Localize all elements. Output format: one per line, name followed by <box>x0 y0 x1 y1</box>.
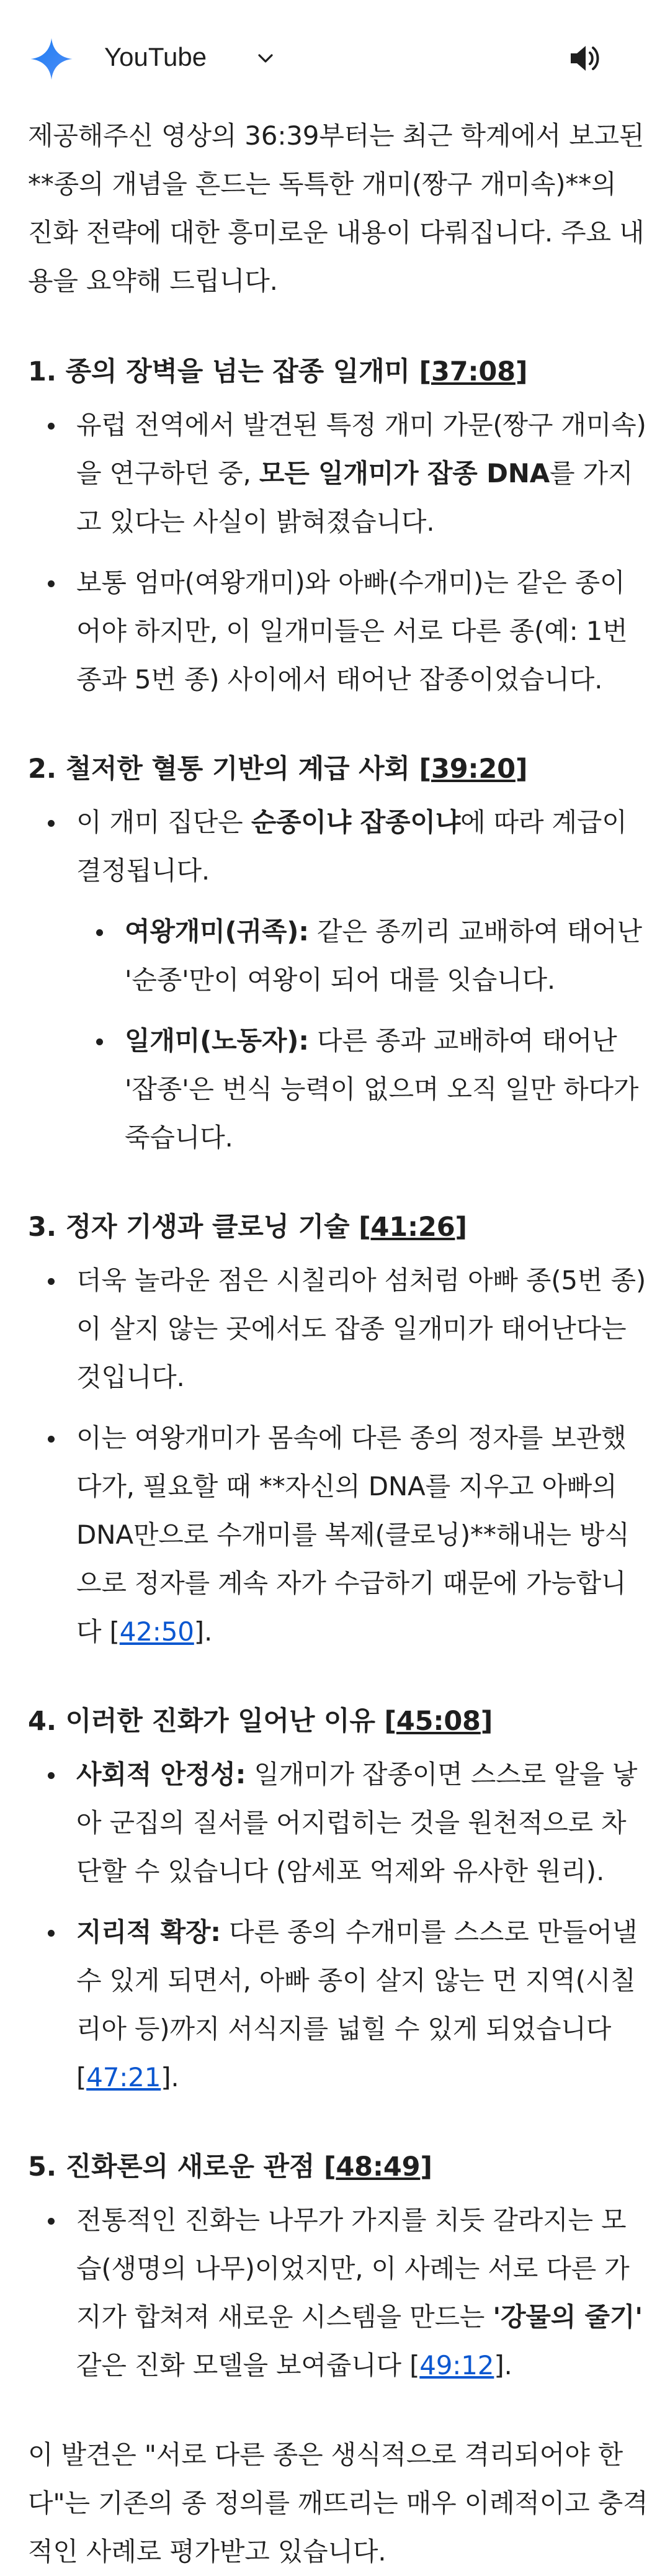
list-item <box>28 1256 648 1402</box>
app-selector-label[interactable]: YouTube <box>104 42 207 71</box>
bracket: ] <box>480 1706 493 1737</box>
closing-paragraph: 이 발견은 "서로 다른 종은 생식적으로 격리되어야 한다"는 기존의 종 정의를 깨뜨리는 매우 이례적이고 충격적인 사례로 평가받고 있습니다. <box>28 2439 648 2567</box>
section-heading-5 <box>28 2143 648 2191</box>
section-title: 2. 철저한 혈통 기반의 계급 사회 [ <box>28 754 431 785</box>
bracket: ] <box>455 1212 467 1243</box>
speaker-icon[interactable] <box>565 38 604 78</box>
bullet-list <box>28 1750 648 2102</box>
text: 다른 종과 교배하여 태어난 '잡종'은 번식 능력이 없으며 오직 일만 하다가 죽습니다. <box>125 1025 639 1153</box>
text: 이는 여왕개미가 몸속에 다른 종의 정자를 보관했다가, 필요할 때 **자신의 DNA를 지우고 아빠의 DNA만으로 수개미를 복제(클로닝)**해내는 방식으로 정자를 계속 자가 수급하기 때문에 가능합니다 [ <box>76 1423 630 1647</box>
bold-text: 모든 일개미가 잡종 DNA <box>259 458 550 489</box>
gemini-sparkle-icon <box>30 37 73 81</box>
timestamp: 45:08 <box>396 1706 481 1737</box>
chevron-down-icon[interactable] <box>253 46 278 71</box>
text: ]. <box>494 2350 512 2380</box>
section-title: 1. 종의 장벽을 넘는 잡종 일개미 [ <box>28 356 431 387</box>
header <box>0 0 670 112</box>
bracket: ] <box>515 754 528 785</box>
sub-list-item <box>76 907 648 1004</box>
list-item <box>28 1750 648 1896</box>
list-item <box>28 1908 648 2102</box>
text: 이 개미 집단은 <box>76 807 251 837</box>
section-title: 5. 진화론의 새로운 관점 [ <box>28 2151 336 2182</box>
timestamp: 48:49 <box>336 2151 421 2182</box>
sub-bullet-list <box>76 907 648 1162</box>
list-item <box>28 559 648 704</box>
timestamp-link[interactable]: 42:50 <box>119 1616 194 1647</box>
bold-text: '강물의 줄기' <box>493 2302 643 2332</box>
timestamp-link[interactable]: 49:12 <box>419 2350 494 2380</box>
response-body <box>28 112 648 2576</box>
section-heading-1 <box>28 348 648 396</box>
text: 유럽 전역에서 발견된 특정 개미 가문(짱구 개미속)을 연구하던 중, <box>76 410 646 489</box>
list-item <box>28 1414 648 1656</box>
bullet-list <box>28 1256 648 1656</box>
list-item <box>28 401 648 546</box>
text: 를 가지고 있다는 사실이 밝혀졌습니다. <box>76 458 633 537</box>
bold-text: 사회적 안정성: <box>76 1759 246 1790</box>
bold-text: 지리적 확장: <box>76 1917 221 1947</box>
bracket: ] <box>420 2151 432 2182</box>
intro-paragraph: 제공해주신 영상의 36:39부터는 최근 학계에서 보고된 **종의 개념을 흔드는 독특한 개미(짱구 개미속)**의 진화 전략에 대한 흥미로운 내용이 다뤄집니다. 주요 내용을 요약해 드립니다. <box>28 120 645 296</box>
text: 전통적인 진화는 나무가 가지를 치듯 갈라지는 모습(생명의 나무)이었지만, 이 사례는 서로 다른 가지가 합쳐져 새로운 시스템을 만드는 <box>76 2205 630 2332</box>
timestamp-link[interactable]: 47:21 <box>86 2062 161 2092</box>
bullet-list <box>28 401 648 704</box>
text: 일개미가 잡종이면 스스로 알을 낳아 군집의 질서를 어지럽히는 것을 원천적으로 차단할 수 있습니다 (암세포 억제와 유사한 원리). <box>76 1759 638 1886</box>
bold-text: 여왕개미(귀족): <box>125 916 309 947</box>
section-heading-2 <box>28 745 648 793</box>
text: ]. <box>194 1616 213 1647</box>
bracket: ] <box>515 356 528 387</box>
section-heading-3 <box>28 1203 648 1251</box>
text: ]. <box>161 2062 179 2092</box>
timestamp: 37:08 <box>431 356 516 387</box>
timestamp: 39:20 <box>431 754 516 785</box>
section-title: 3. 정자 기생과 클로닝 기술 [ <box>28 1212 371 1243</box>
section-title: 4. 이러한 진화가 일어난 이유 [ <box>28 1706 396 1737</box>
text: 다른 종의 수개미를 스스로 만들어낼 수 있게 되면서, 아빠 종이 살지 않는 먼 지역(시칠리아 등)까지 서식지를 넓힐 수 있게 되었습니다 [ <box>76 1917 638 2092</box>
bold-text: 일개미(노동자): <box>125 1025 309 1056</box>
timestamp: 41:26 <box>370 1212 455 1243</box>
bullet-list <box>28 2196 648 2390</box>
text: 더욱 놀라운 점은 시칠리아 섬처럼 아빠 종(5번 종)이 살지 않는 곳에서도 잡종 일개미가 태어난다는 것입니다. <box>76 1265 646 1392</box>
bold-text: 순종이냐 잡종이냐 <box>251 807 461 837</box>
list-item <box>28 2196 648 2390</box>
text: 같은 종끼리 교배하여 태어난 '순종'만이 여왕이 되어 대를 잇습니다. <box>125 916 642 995</box>
list-item <box>28 798 648 1162</box>
bullet-list <box>28 798 648 1162</box>
sub-list-item <box>76 1017 648 1162</box>
text: 같은 진화 모델을 보여줍니다 [ <box>76 2350 420 2380</box>
text: 에 따라 계급이 결정됩니다. <box>76 807 627 886</box>
section-heading-4 <box>28 1697 648 1745</box>
text: 보통 엄마(여왕개미)와 아빠(수개미)는 같은 종이어야 하지만, 이 일개미들은 서로 다른 종(예: 1번 종과 5번 종) 사이에서 태어난 잡종이었습니다. <box>76 567 628 695</box>
